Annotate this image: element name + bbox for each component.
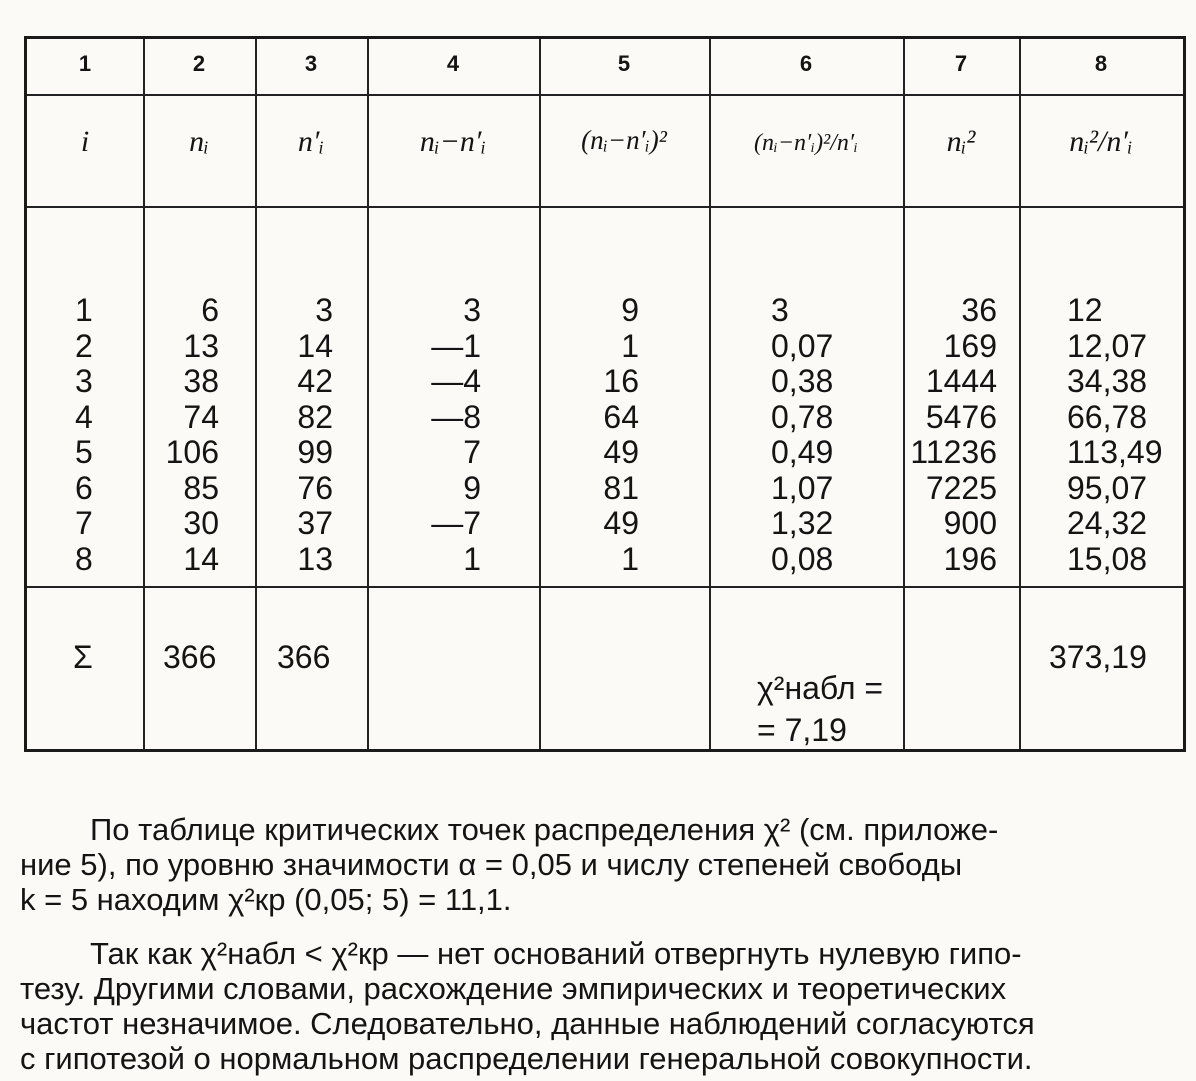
table-cell: 5476 <box>925 398 997 435</box>
table-cell: 15,08 <box>1067 540 1148 577</box>
table-cell: 1,07 <box>771 469 834 506</box>
table-cell: 3 <box>75 363 93 399</box>
table-cell: 7 <box>75 505 93 541</box>
column-number: 4 <box>446 51 460 76</box>
table-cell: 76 <box>297 469 333 506</box>
table-cell: 99 <box>297 434 333 470</box>
column-n-sq <box>903 293 997 577</box>
table-cell: 42 <box>297 363 333 399</box>
column-header: i <box>80 125 90 158</box>
table-cell: 7 <box>463 434 481 470</box>
table-cell: 36 <box>961 292 997 328</box>
table-cell: 38 <box>183 363 219 399</box>
chi-square-line-1: χ²набл = <box>757 670 884 706</box>
column-diff <box>367 293 481 577</box>
table-cell: 49 <box>603 434 639 470</box>
table-cell: 0,78 <box>771 398 834 435</box>
column-ratio <box>771 293 891 577</box>
row-divider <box>27 586 1183 588</box>
table-cell: 6 <box>201 292 219 328</box>
table-cell: 169 <box>943 327 997 364</box>
text-line: частот незначимое. Следовательно, данные наблюдений согласуются <box>20 1006 1035 1041</box>
table-cell: 24,32 <box>1067 505 1148 541</box>
table-cell: 13 <box>297 540 333 577</box>
table-cell: 14 <box>183 540 219 577</box>
table-cell: 14 <box>297 327 333 364</box>
column-i <box>75 293 135 577</box>
table-cell: 5 <box>75 434 93 470</box>
table-cell: 7225 <box>925 469 997 506</box>
chi-square-table <box>24 36 1186 752</box>
table-cell: 106 <box>165 434 219 470</box>
row-divider <box>27 94 1183 96</box>
table-cell: 9 <box>463 469 481 506</box>
table-cell: 1444 <box>925 363 997 399</box>
table-cell: 16 <box>603 363 639 399</box>
column-number: 2 <box>192 51 206 76</box>
column-number: 7 <box>954 51 968 76</box>
table-cell: 2 <box>75 327 93 364</box>
chi-square-observed <box>757 667 883 751</box>
table-cell: 113,49 <box>1067 434 1163 470</box>
text-line: ние 5), по уровню значимости α = 0,05 и числу степеней свободы <box>20 847 963 882</box>
table-cell: 1 <box>463 540 481 577</box>
text-line: Так как χ²набл < χ²кр — нет оснований отвергнуть нулевую гипо- <box>90 936 1022 971</box>
table-cell: —1 <box>431 327 481 364</box>
table-cell: 13 <box>183 327 219 364</box>
column-header: nᵢ²/n′ᵢ <box>1069 125 1133 158</box>
column-number: 6 <box>799 51 813 76</box>
table-cell: —8 <box>431 398 481 435</box>
table-cell: 3 <box>463 292 481 328</box>
column-n <box>143 293 219 577</box>
table-cell: 12 <box>1067 292 1103 328</box>
table-cell: 37 <box>297 505 333 541</box>
paragraph-conclusion <box>20 936 1180 1076</box>
table-cell: 95,07 <box>1067 469 1148 506</box>
text-line: k = 5 находим χ²кр (0,05; 5) = 11,1. <box>20 882 512 917</box>
table-cell: 196 <box>943 540 997 577</box>
table-cell: 81 <box>603 469 639 506</box>
table-cell: 1 <box>621 327 639 364</box>
table-cell: 1 <box>75 292 93 328</box>
table-cell: 0,08 <box>771 540 834 577</box>
sum-n-sq-ratio: 373,19 <box>1049 639 1147 675</box>
table-cell: 85 <box>183 469 219 506</box>
table-cell: 82 <box>297 398 333 435</box>
column-number: 3 <box>304 51 318 76</box>
column-header: (nᵢ−n′ᵢ)²/n′ᵢ <box>754 130 858 156</box>
column-number: 8 <box>1094 51 1108 76</box>
table-cell: 1 <box>621 540 639 577</box>
sum-n: 366 <box>163 639 217 675</box>
table-cell: 1,32 <box>771 505 834 541</box>
column-header: nᵢ−n′ᵢ <box>419 125 487 158</box>
column-n-theor <box>255 293 333 577</box>
table-cell: 3 <box>315 292 333 328</box>
table-cell: 4 <box>75 398 93 435</box>
column-number: 1 <box>78 51 92 76</box>
column-header: nᵢ² <box>946 125 976 158</box>
table-cell: 9 <box>621 292 639 328</box>
paragraph-critical-point <box>20 812 1180 917</box>
table-cell: 8 <box>75 540 93 577</box>
table-cell: 0,49 <box>771 434 834 470</box>
table-cell: 34,38 <box>1067 363 1148 399</box>
table-cell: 900 <box>943 505 997 541</box>
text-line: с гипотезой о нормальном распределении генеральной совокупности. <box>20 1041 1033 1076</box>
sum-label: Σ <box>73 639 93 675</box>
text-line: По таблице критических точек распределения χ² (см. приложе- <box>90 812 999 847</box>
table-cell: —7 <box>431 505 481 541</box>
table-cell: 0,38 <box>771 363 834 399</box>
table-cell: 0,07 <box>771 327 834 364</box>
chi-square-line-2: = 7,19 <box>757 712 847 748</box>
table-cell: 49 <box>603 505 639 541</box>
table-cell: 64 <box>603 398 639 435</box>
column-diff-sq <box>539 293 639 577</box>
column-number: 5 <box>617 51 631 76</box>
table-cell: 30 <box>183 505 219 541</box>
sum-n-theor: 366 <box>277 639 331 675</box>
column-n-sq-ratio <box>1067 293 1187 577</box>
table-cell: 6 <box>75 469 93 506</box>
table-cell: 74 <box>183 398 219 435</box>
column-header: n′ᵢ <box>297 125 325 158</box>
table-cell: 66,78 <box>1067 398 1148 435</box>
column-header: (nᵢ−n′ᵢ)² <box>581 125 667 155</box>
row-divider <box>27 206 1183 208</box>
text-line: тезу. Другими словами, расхождение эмпирических и теоретических <box>20 971 1007 1006</box>
column-header: nᵢ <box>189 125 209 158</box>
table-cell: 3 <box>771 292 789 328</box>
table-cell: 11236 <box>910 434 997 470</box>
table-cell: —4 <box>431 363 481 399</box>
table-cell: 12,07 <box>1067 327 1148 364</box>
